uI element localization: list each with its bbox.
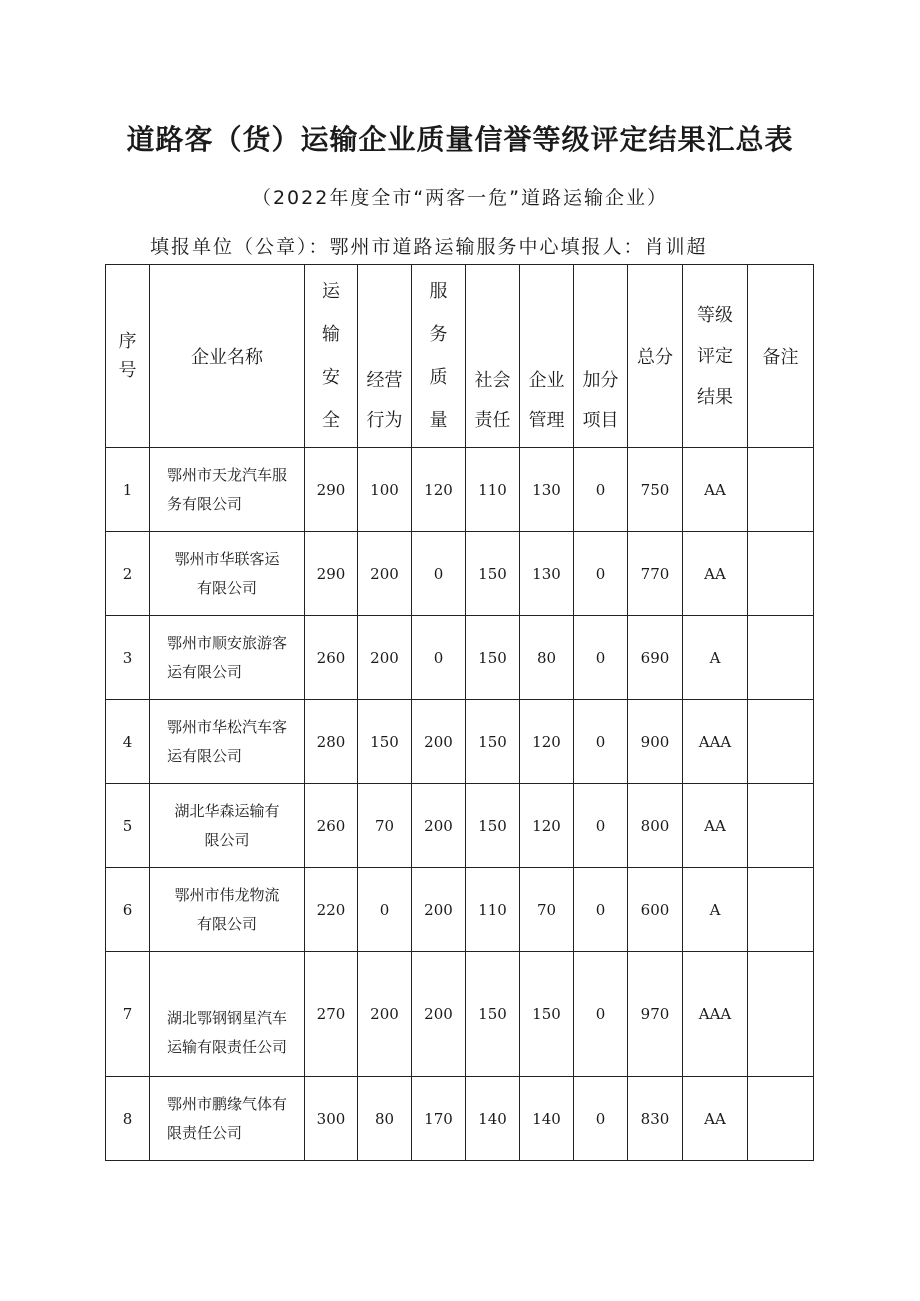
table-row: [106, 868, 814, 952]
cell-social: 150: [466, 700, 520, 784]
cell-safety: 220: [305, 868, 358, 952]
table-row: [106, 616, 814, 700]
cell-total: 690: [628, 616, 683, 700]
cell-service: 200: [412, 700, 466, 784]
cell-management: 130: [520, 532, 574, 616]
table-header-row: [106, 265, 814, 448]
cell-service: 200: [412, 868, 466, 952]
cell-company: 鄂州市华联客运 有限公司: [150, 532, 305, 616]
cell-total: 800: [628, 784, 683, 868]
cell-grade: AA: [683, 1077, 748, 1161]
rating-summary-table: [105, 264, 814, 1161]
cell-company: 湖北华森运输有 限公司: [150, 784, 305, 868]
filer-person: 填报人：肖训超: [560, 236, 708, 258]
cell-index: 5: [106, 784, 150, 868]
header-company: 企业名称: [150, 265, 305, 448]
cell-safety: 260: [305, 784, 358, 868]
cell-company: 鄂州市伟龙物流 有限公司: [150, 868, 305, 952]
table-row: [106, 952, 814, 1077]
cell-conduct: 200: [358, 616, 412, 700]
cell-total: 750: [628, 448, 683, 532]
cell-social: 150: [466, 952, 520, 1077]
cell-grade: A: [683, 616, 748, 700]
cell-management: 130: [520, 448, 574, 532]
cell-social: 150: [466, 616, 520, 700]
cell-bonus: 0: [574, 532, 628, 616]
cell-management: 80: [520, 616, 574, 700]
cell-conduct: 70: [358, 784, 412, 868]
cell-social: 110: [466, 448, 520, 532]
cell-index: 3: [106, 616, 150, 700]
cell-bonus: 0: [574, 700, 628, 784]
cell-company: 鄂州市顺安旅游客 运有限公司: [150, 616, 305, 700]
table-row: [106, 700, 814, 784]
cell-grade: AA: [683, 532, 748, 616]
cell-company: 鄂州市鹏缘气体有 限责任公司: [150, 1077, 305, 1161]
cell-index: 1: [106, 448, 150, 532]
cell-conduct: 80: [358, 1077, 412, 1161]
cell-social: 110: [466, 868, 520, 952]
cell-social: 140: [466, 1077, 520, 1161]
cell-bonus: 0: [574, 616, 628, 700]
header-transport-safety: 运 输 安 全: [305, 265, 358, 448]
cell-safety: 270: [305, 952, 358, 1077]
cell-total: 970: [628, 952, 683, 1077]
cell-total: 770: [628, 532, 683, 616]
cell-remarks: [748, 1077, 814, 1161]
cell-conduct: 0: [358, 868, 412, 952]
cell-service: 120: [412, 448, 466, 532]
cell-management: 120: [520, 700, 574, 784]
cell-index: 6: [106, 868, 150, 952]
cell-service: 0: [412, 616, 466, 700]
cell-remarks: [748, 700, 814, 784]
cell-conduct: 100: [358, 448, 412, 532]
cell-grade: AA: [683, 784, 748, 868]
cell-bonus: 0: [574, 868, 628, 952]
document-subtitle: （2022年度全市“两客一危”道路运输企业）: [251, 187, 669, 209]
cell-total: 900: [628, 700, 683, 784]
cell-total: 830: [628, 1077, 683, 1161]
cell-social: 150: [466, 784, 520, 868]
cell-bonus: 0: [574, 1077, 628, 1161]
cell-grade: AAA: [683, 952, 748, 1077]
cell-company: 鄂州市华松汽车客 运有限公司: [150, 700, 305, 784]
cell-management: 150: [520, 952, 574, 1077]
cell-bonus: 0: [574, 952, 628, 1077]
cell-remarks: [748, 868, 814, 952]
header-remarks: 备注: [748, 265, 814, 448]
table-row: [106, 448, 814, 532]
header-index: 序 号: [106, 265, 150, 448]
header-grade-result: 等级 评定 结果: [683, 265, 748, 448]
header-bonus-items: 加分 项目: [574, 265, 628, 448]
cell-social: 150: [466, 532, 520, 616]
cell-safety: 300: [305, 1077, 358, 1161]
filer-unit: 填报单位（公章）：鄂州市道路运输服务中心: [150, 236, 561, 258]
cell-remarks: [748, 616, 814, 700]
cell-management: 120: [520, 784, 574, 868]
cell-grade: AAA: [683, 700, 748, 784]
cell-company: 湖北鄂钢钢星汽车 运输有限责任公司: [150, 952, 305, 1077]
cell-index: 8: [106, 1077, 150, 1161]
cell-grade: AA: [683, 448, 748, 532]
header-service-quality: 服 务 质 量: [412, 265, 466, 448]
cell-company: 鄂州市天龙汽车服 务有限公司: [150, 448, 305, 532]
cell-remarks: [748, 448, 814, 532]
cell-remarks: [748, 784, 814, 868]
document-title: 道路客（货）运输企业质量信誉等级评定结果汇总表: [126, 123, 794, 156]
header-total-score: 总分: [628, 265, 683, 448]
cell-management: 70: [520, 868, 574, 952]
cell-conduct: 200: [358, 532, 412, 616]
cell-service: 200: [412, 952, 466, 1077]
cell-index: 4: [106, 700, 150, 784]
cell-conduct: 150: [358, 700, 412, 784]
cell-bonus: 0: [574, 784, 628, 868]
table-row: [106, 784, 814, 868]
cell-service: 200: [412, 784, 466, 868]
cell-safety: 280: [305, 700, 358, 784]
cell-grade: A: [683, 868, 748, 952]
cell-safety: 260: [305, 616, 358, 700]
cell-service: 170: [412, 1077, 466, 1161]
cell-remarks: [748, 532, 814, 616]
cell-remarks: [748, 952, 814, 1077]
table-row: [106, 532, 814, 616]
header-business-conduct: 经营 行为: [358, 265, 412, 448]
table-row: [106, 1077, 814, 1161]
cell-safety: 290: [305, 448, 358, 532]
header-social-responsibility: 社会 责任: [466, 265, 520, 448]
cell-index: 7: [106, 952, 150, 1077]
cell-bonus: 0: [574, 448, 628, 532]
header-enterprise-management: 企业 管理: [520, 265, 574, 448]
cell-index: 2: [106, 532, 150, 616]
cell-service: 0: [412, 532, 466, 616]
cell-management: 140: [520, 1077, 574, 1161]
cell-total: 600: [628, 868, 683, 952]
filer-line: [150, 232, 708, 259]
cell-conduct: 200: [358, 952, 412, 1077]
cell-safety: 290: [305, 532, 358, 616]
